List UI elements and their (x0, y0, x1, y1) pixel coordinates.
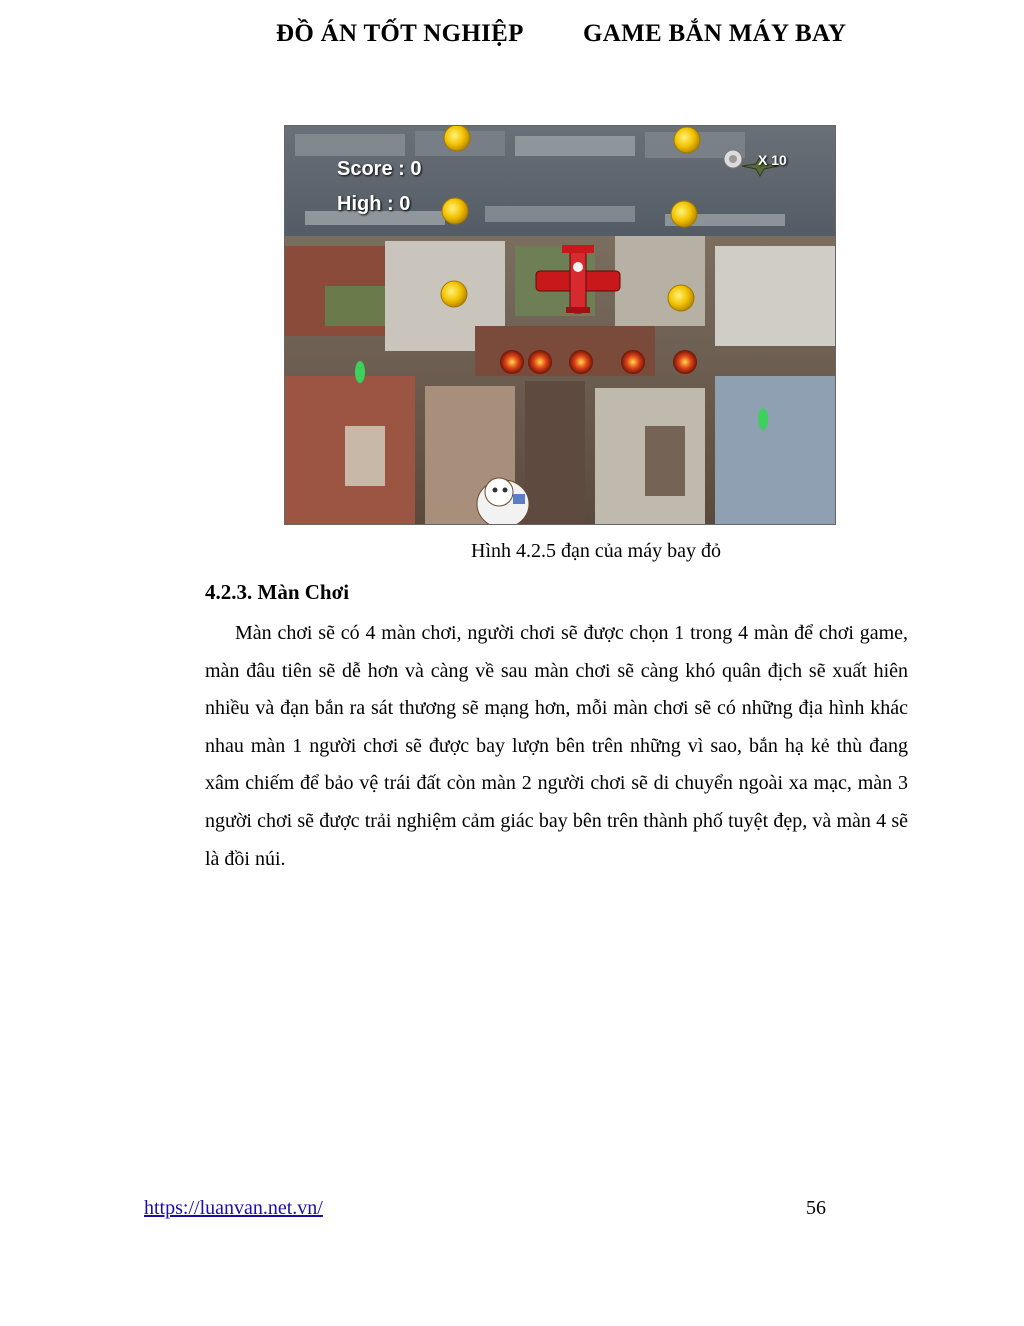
game-screenshot-figure (284, 125, 836, 525)
fireball (569, 350, 593, 374)
green-bullet (758, 408, 768, 430)
coin (441, 281, 467, 307)
game-scene (285, 126, 835, 524)
header-title-right: GAME BẮN MÁY BAY (583, 20, 847, 47)
hud-lives: X 10 (758, 152, 787, 168)
body-paragraph: Màn chơi sẽ có 4 màn chơi, người chơi sẽ được chọn 1 trong 4 màn để chơi game, màn đâu tiên sẽ dễ hơn và càng về sau màn chơi sẽ càng khó quân địch sẽ xuất hiên nhiều và đạn bắn ra sát thương sẽ mạng hơn, mỗi màn chơi sẽ có những địa hình khác nhau màn 1 người chơi sẽ được bay lượn bên trên những vì sao, bắn hạ kẻ thù đang xâm chiếm để bảo vệ trái đất còn màn 2 người chơi sẽ di chuyển ngoài xa mạc, màn 3 người chơi sẽ được trải nghiệm cảm giác bay bên trên thành phố tuyệt đẹp, và màn 4 sẽ là đồi núi. (205, 622, 908, 870)
fireball (621, 350, 645, 374)
coin (444, 126, 470, 151)
fireball (673, 350, 697, 374)
coin (442, 198, 468, 224)
header-title-left: ĐỒ ÁN TỐT NGHIỆP (276, 20, 524, 47)
figure-caption: Hình 4.2.5 đạn của máy bay đỏ (471, 540, 721, 562)
fireball (528, 350, 552, 374)
coin (671, 201, 697, 227)
explosion-icon (724, 150, 742, 168)
page-number: 56 (806, 1197, 826, 1219)
page-header (0, 20, 1024, 56)
footer-link[interactable]: https://luanvan.net.vn/ (144, 1197, 323, 1219)
hud-score: Score : 0 (337, 158, 422, 180)
section-heading: 4.2.3. Màn Chơi (205, 580, 350, 604)
coin (668, 285, 694, 311)
fireball (500, 350, 524, 374)
hud-high-score: High : 0 (337, 193, 411, 215)
green-bullet (355, 361, 365, 383)
coin (674, 127, 700, 153)
